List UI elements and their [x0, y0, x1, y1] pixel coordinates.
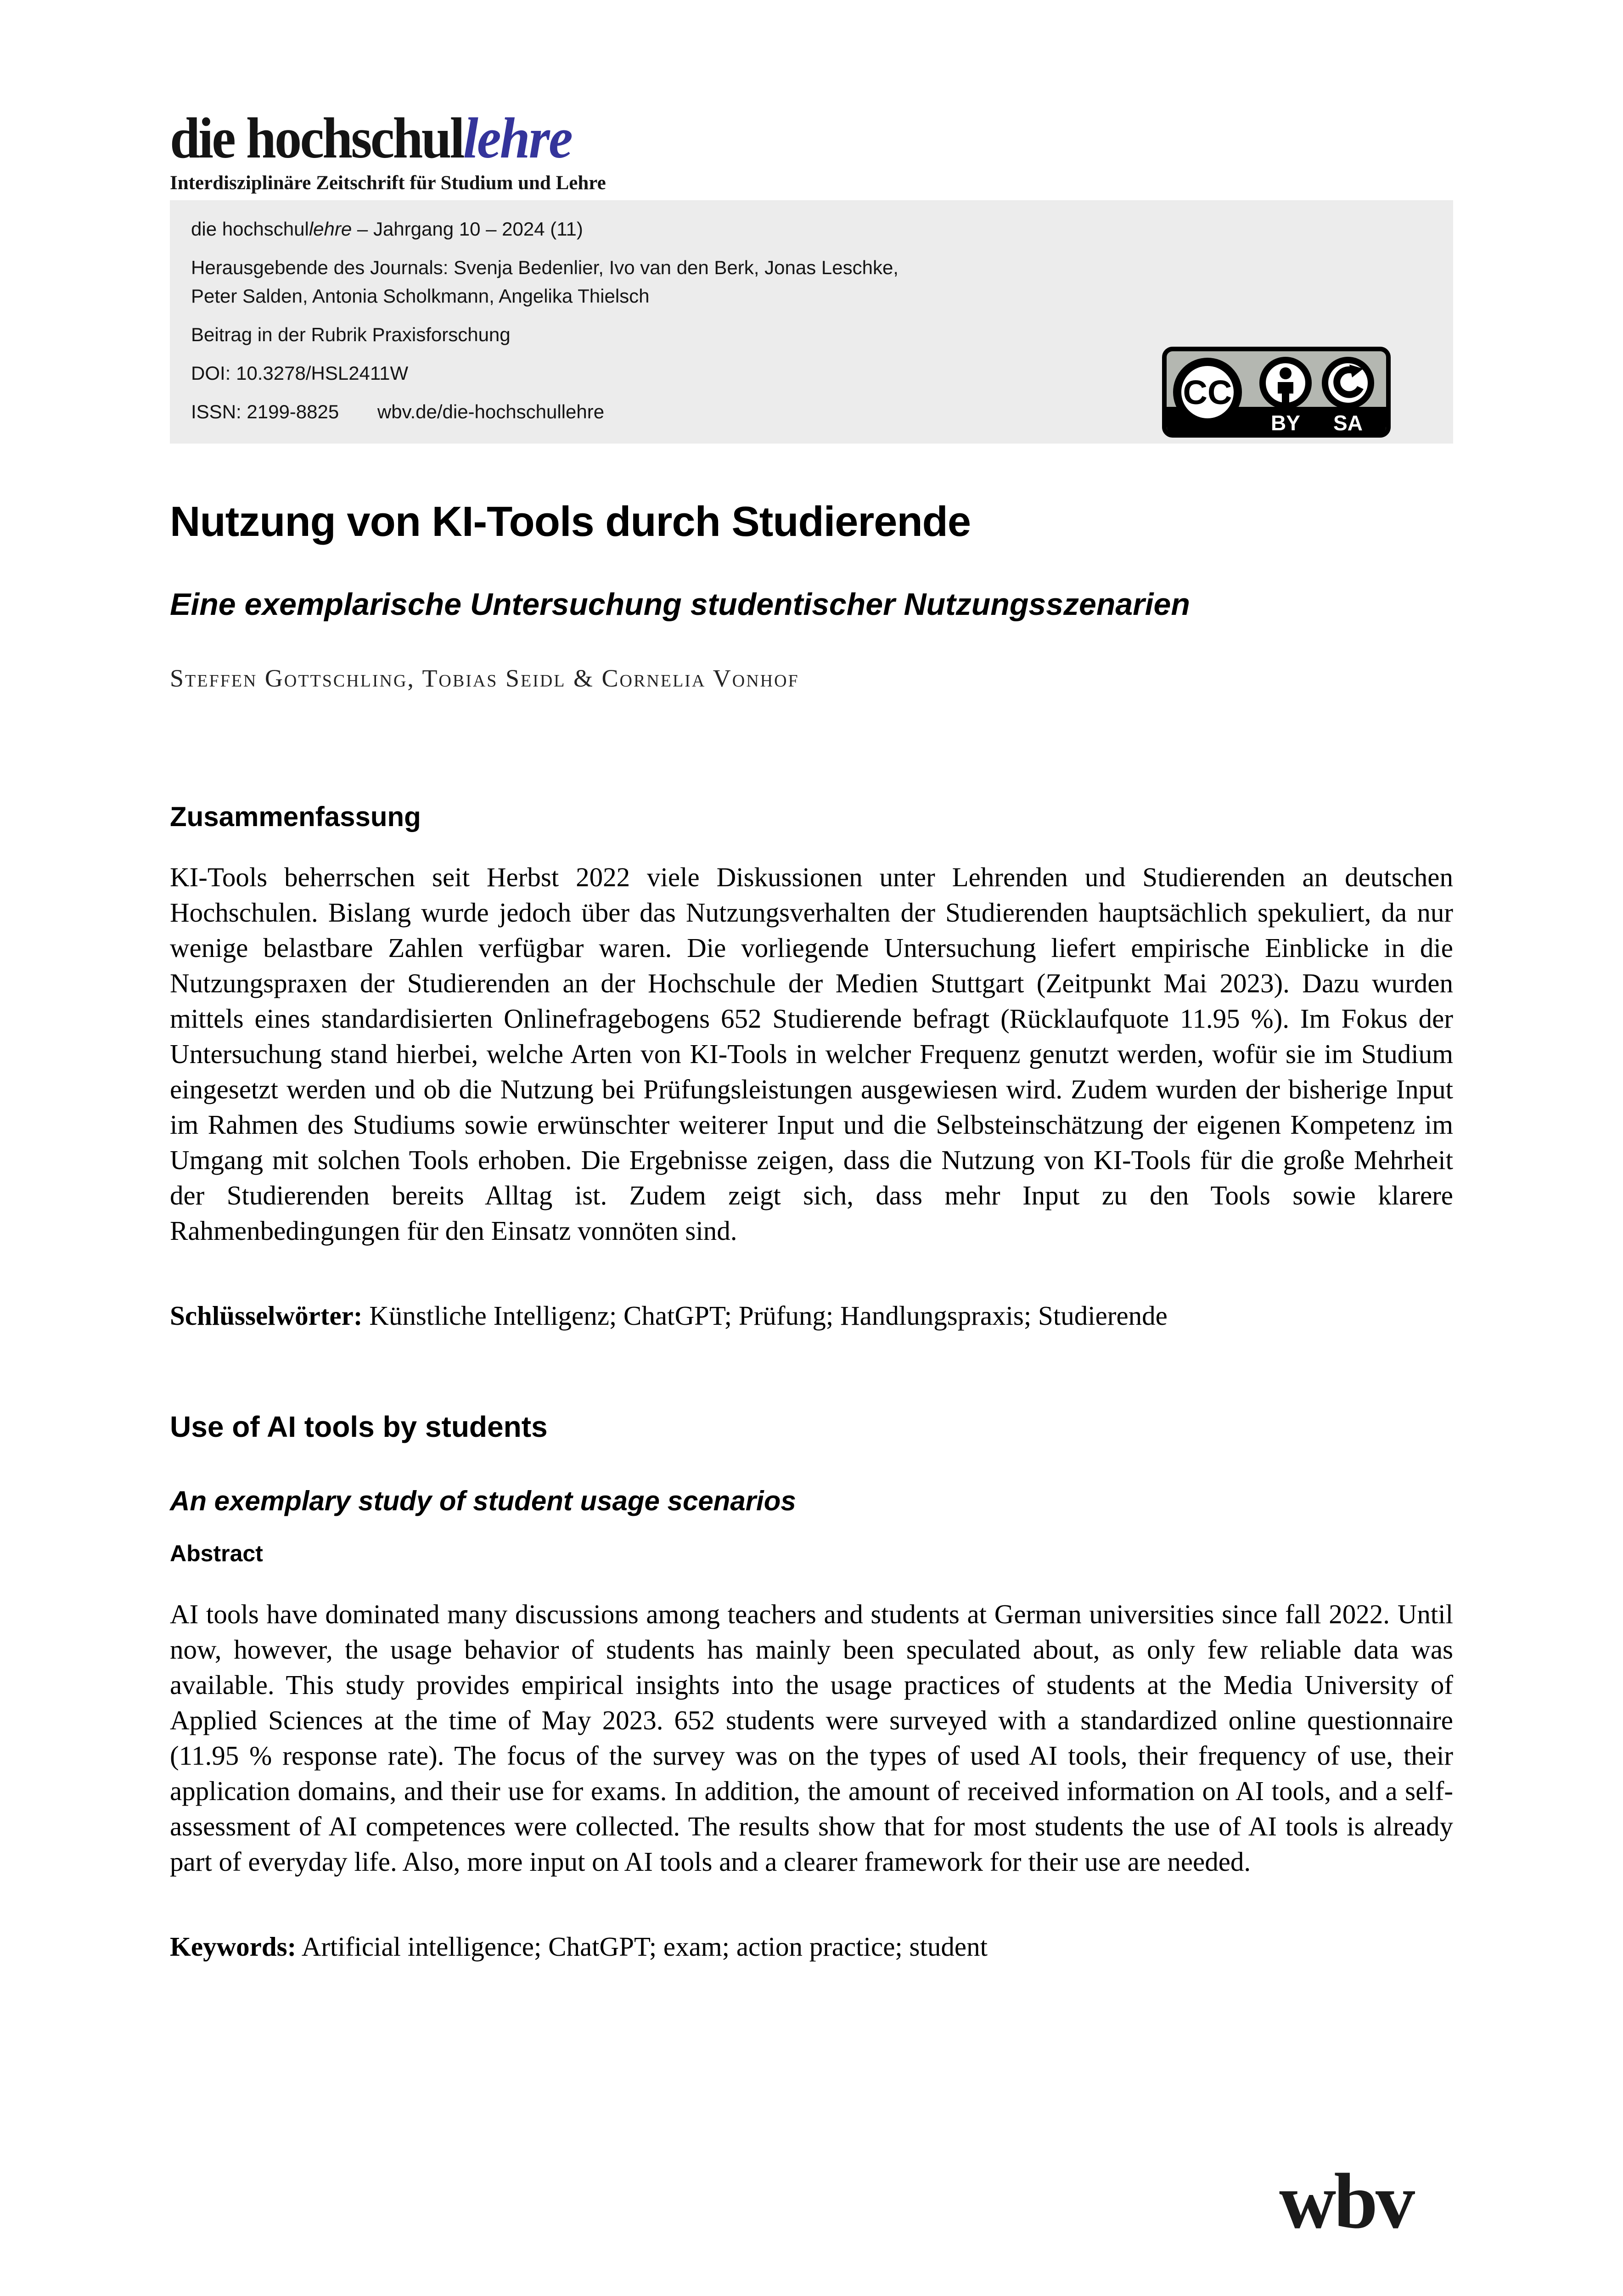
share-alike-icon — [1325, 360, 1371, 406]
german-abstract-paragraph: KI-Tools beherrschen seit Herbst 2022 viele Diskussionen unter Lehrenden und Studierenden an deutschen Hochschulen. Bislang wurde jedoch über das Nutzungsverhalten der Studierenden hauptsächlich spekuliert, da nur wenige belastbare Zahlen verfügbar waren. Die vorliegende Untersuchung liefert empirische Einblicke in die Nutzungspraxen der Studierenden an der Hochschule der Medien Stuttgart (Zeitpunkt Mai 2023). Dazu wurden mittels eines standardisierten Onlinefragebogens 652 Studierende befragt (Rücklaufquote 11.95 %). Im Fokus der Untersuchung stand hierbei, welche Arten von KI-Tools in welcher Frequenz genutzt werden, wofür sie im Studium eingesetzt werden und ob die Nutzung bei Prüfungsleistungen ausgewiesen wird. Zudem wurden der bisherige Input im Rahmen des Studiums sowie erwünschter weiterer Input und die Selbsteinschätzung der eigenen Kompetenz im Umgang mit solchen Tools erhoben. Die Ergebnisse zeigen, dass die Nutzung von KI-Tools für die große Mehrheit der Studierenden bereits Alltag ist. Zudem zeigt sich, dass mehr Input zu den Tools sowie klarere Rahmenbedingungen für den Einsatz vonnöten sind. — [170, 862, 1453, 1246]
english-keywords-line — [170, 1929, 1453, 1964]
editors-block — [191, 253, 1432, 310]
rubric-line: Beitrag in der Rubrik Praxisforschung — [191, 324, 511, 346]
journal-logo — [170, 108, 572, 169]
authors-line: Steffen Gottschling, Tobias Seidl & Cornelia Vonhof — [170, 664, 799, 692]
cc-icon-letters: CC — [1183, 373, 1232, 412]
journal-tagline: Interdisziplinäre Zeitschrift für Studium und Lehre — [170, 172, 606, 194]
article-title: Nutzung von KI-Tools durch Studierende — [170, 498, 971, 546]
english-keywords-value: Artificial intelligence; ChatGPT; exam; action practice; student — [296, 1931, 988, 1962]
german-keywords-label: Schlüsselwörter: — [170, 1300, 363, 1331]
journal-logo-accent: lehre — [463, 107, 572, 170]
section-heading-abstract: Abstract — [170, 1540, 263, 1566]
editors-line-1: Herausgebende des Journals: Svenja Bedenlier, Ivo van den Berk, Jonas Leschke, — [191, 257, 899, 279]
issue-line-prefix: die hochschul — [191, 218, 309, 240]
cc-by-sa-license-badge[interactable] — [1162, 346, 1391, 438]
english-abstract-paragraph: AI tools have dominated many discussions among teachers and students at German universities since fall 2022. Until now, however, the usage behavior of students has mainly been speculated about, as only few reliable data was available. This study provides empirical insights into the usage practices of students at the Media University of Applied Sciences at the time of May 2023. 652 students were surveyed with a standardized online questionnaire (11.95 % response rate). The focus of the survey was on the types of used AI tools, their frequency of use, their application domains, and their use for exams. In addition, the amount of received information on AI tools, and a self-assessment of AI competences were collected. The results show that for most students the use of AI tools is already part of everyday life. Also, more input on AI tools and a clearer framework for their use are needed. — [170, 1599, 1453, 1877]
journal-logo-black: die hochschul — [170, 107, 463, 170]
cc-icon — [1177, 362, 1238, 422]
masthead — [170, 0, 1453, 194]
badge-sa-label: SA — [1333, 411, 1363, 435]
article-subtitle: Eine exemplarische Untersuchung studentischer Nutzungsszenarien — [170, 586, 1190, 622]
issue-line-italic: lehre — [309, 218, 352, 240]
doi-line: DOI: 10.3278/HSL2411W — [191, 362, 409, 384]
editors-line-2: Peter Salden, Antonia Scholkmann, Angelika Thielsch — [191, 285, 650, 307]
issn-value: ISSN: 2199-8825 — [191, 401, 339, 423]
english-subtitle: An exemplary study of student usage scenarios — [170, 1485, 796, 1516]
publication-info-box — [170, 200, 1453, 444]
attribution-person-icon — [1263, 360, 1309, 406]
section-heading-english-title: Use of AI tools by students — [170, 1410, 548, 1444]
english-keywords-label: Keywords: — [170, 1931, 297, 1962]
journal-website-link[interactable]: wbv.de/die-hochschullehre — [377, 401, 605, 423]
journal-issue-line — [191, 215, 1432, 243]
badge-by-label: BY — [1271, 411, 1300, 435]
german-keywords-value: Künstliche Intelligenz; ChatGPT; Prüfung; Handlungspraxis; Studierende — [362, 1300, 1168, 1331]
issue-line-suffix: – Jahrgang 10 – 2024 (11) — [352, 218, 583, 240]
german-keywords-line — [170, 1298, 1453, 1334]
section-heading-zusammenfassung: Zusammenfassung — [170, 801, 421, 833]
wbv-publisher-logo: wbv — [1279, 2158, 1413, 2245]
